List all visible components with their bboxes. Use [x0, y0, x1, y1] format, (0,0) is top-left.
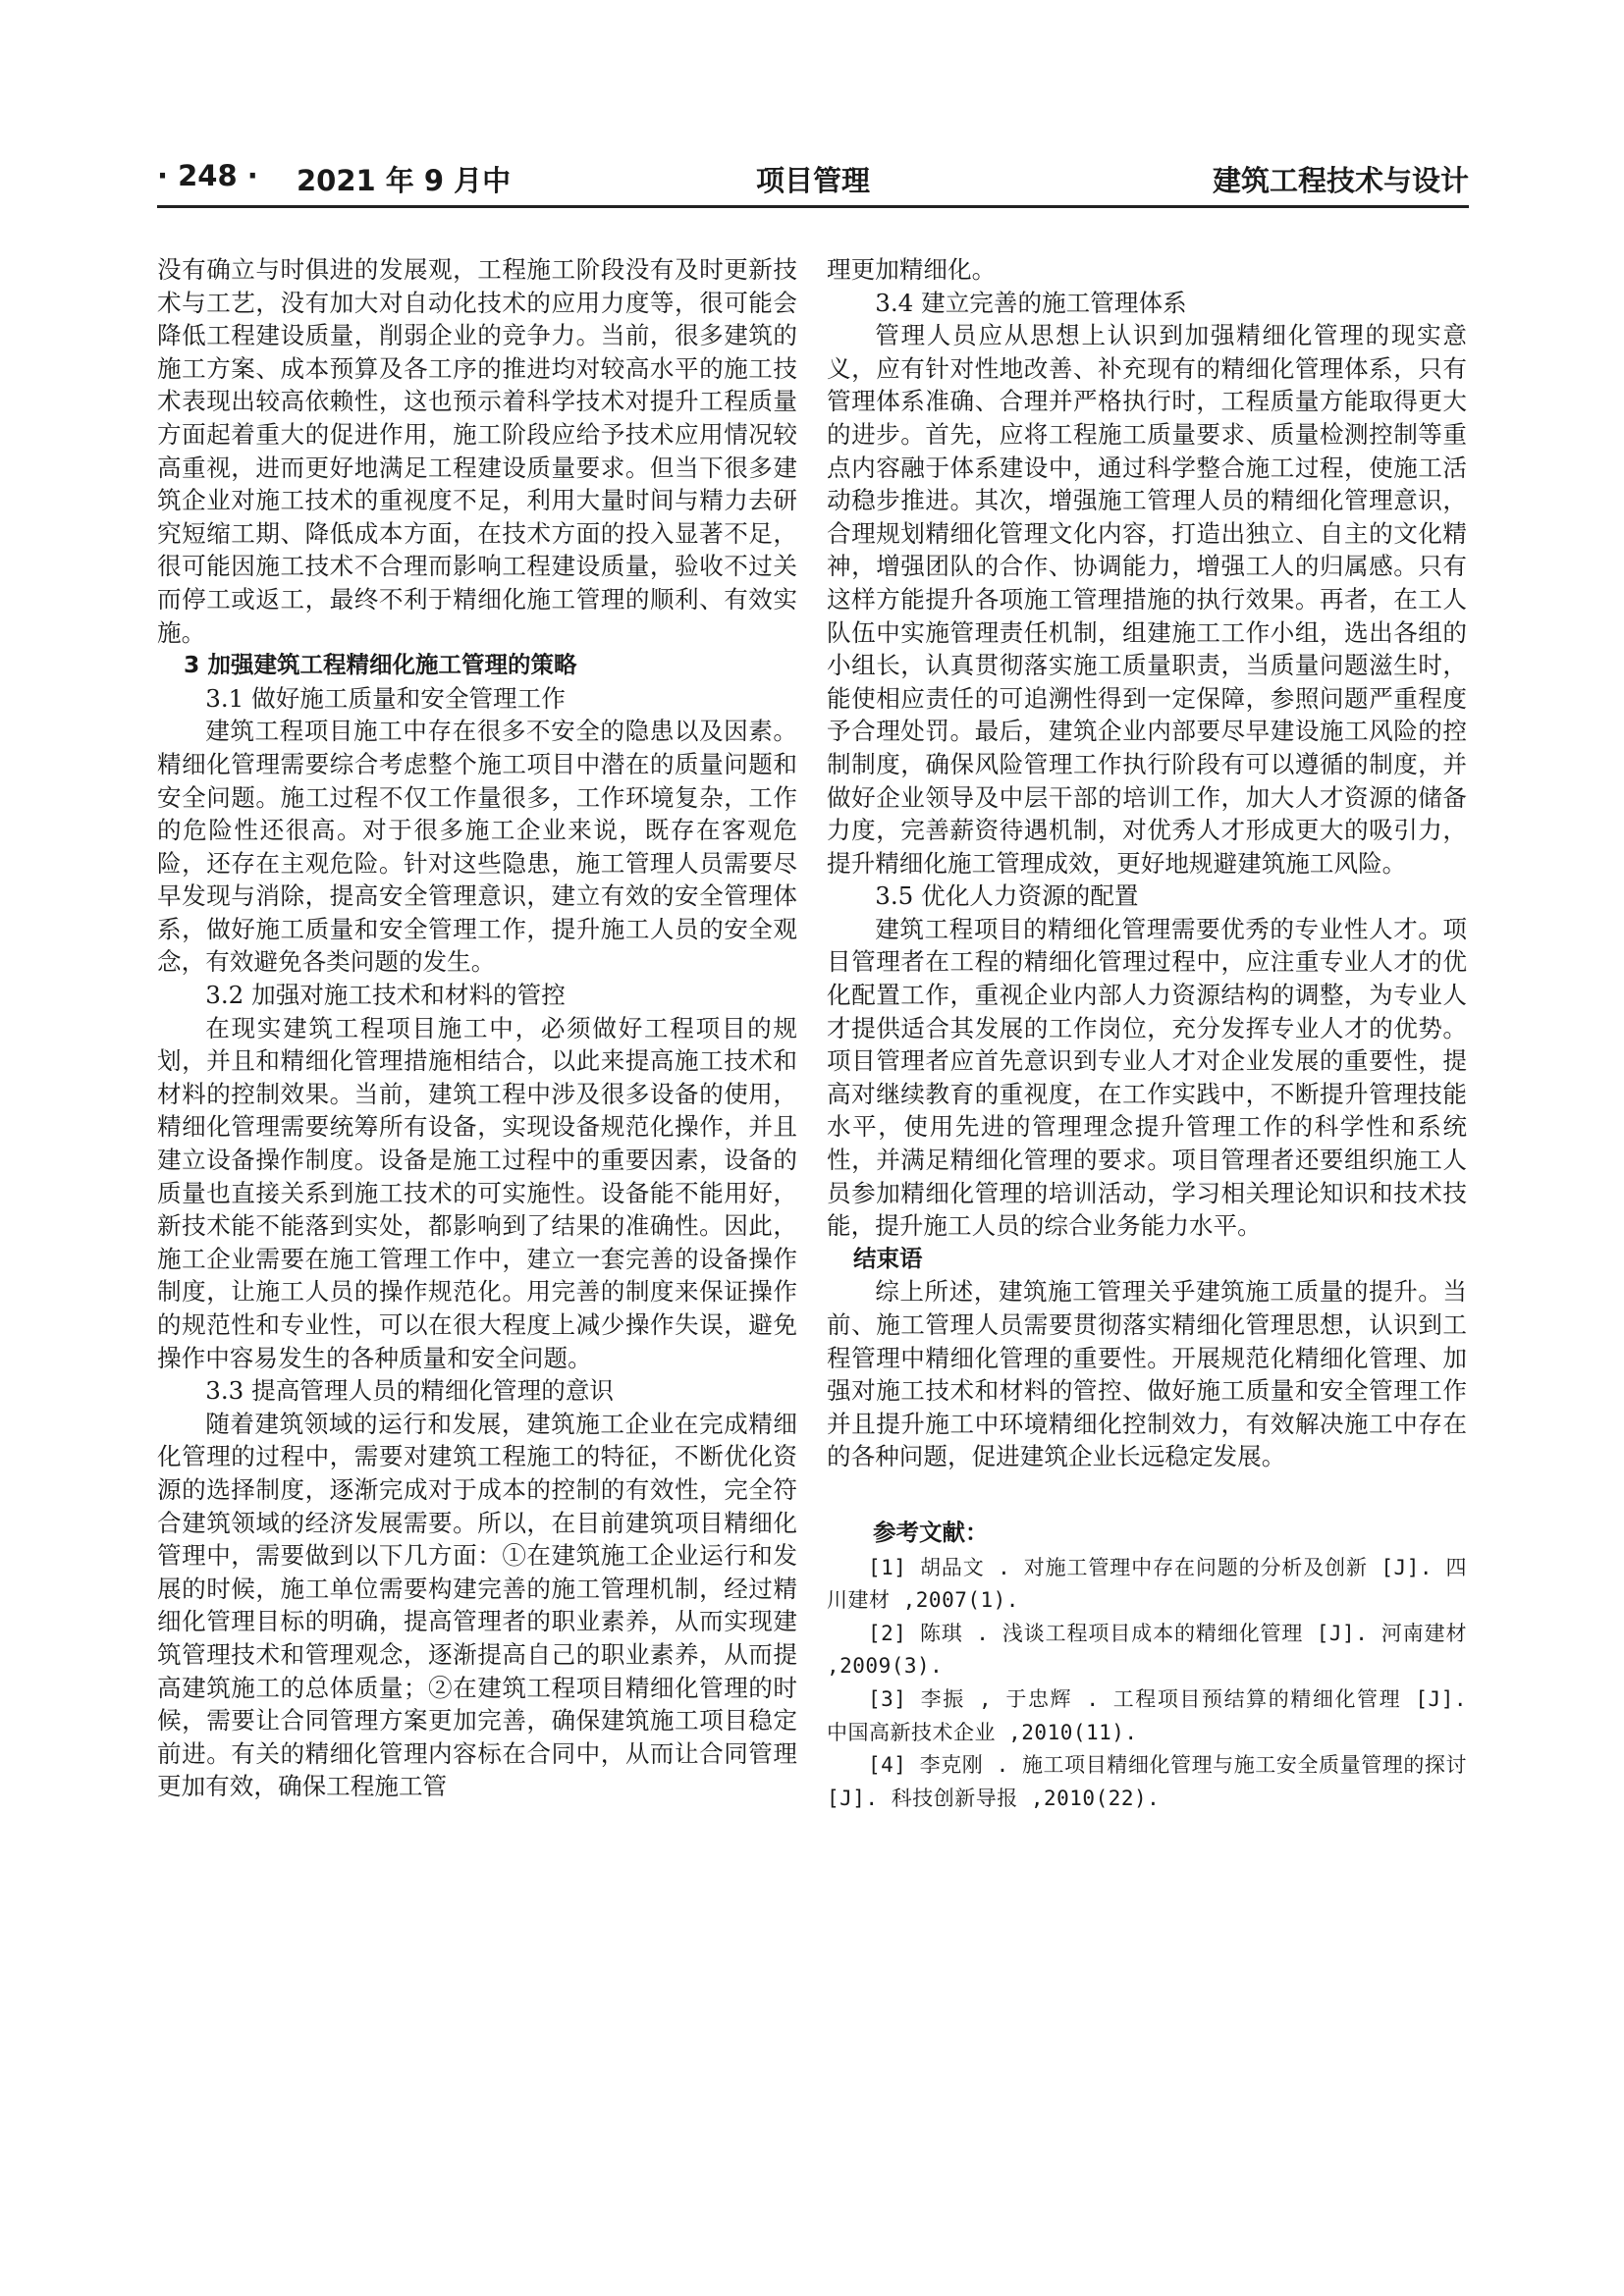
references-heading: 参考文献：	[873, 1518, 989, 1546]
right-column	[827, 253, 1467, 1815]
reference-item: [3] 李振 , 于忠辉 . 工程项目预结算的精细化管理 [J]. 中国高新技术企业 ,2010(11).	[827, 1686, 1467, 1744]
page-number: · 248 ·	[157, 159, 258, 192]
left-column	[157, 253, 797, 1803]
subsection-heading-3-2: 3.2 加强对施工技术和材料的管控	[205, 981, 566, 1010]
conclusion-paragraph: 综上所述，建筑施工管理关乎建筑施工质量的提升。当前、施工管理人员需要贯彻落实精细化管理思想，认识到工程管理中精细化管理的重要性。开展规范化精细化管理、加强对施工技术和材料的管控、做好施工质量和安全管理工作并且提升施工中环境精细化控制效力，有效解决施工中存在的各种问题，促进建筑企业长远稳定发展。	[827, 1277, 1467, 1471]
subsection-heading-3-3: 3.3 提高管理人员的精细化管理的意识	[205, 1376, 615, 1406]
reference-item: [1] 胡品文 . 对施工管理中存在问题的分析及创新 [J]. 四川建材 ,2007(1).	[827, 1555, 1467, 1613]
paragraph-3-3: 随着建筑领域的运行和发展，建筑施工企业在完成精细化管理的过程中，需要对建筑工程施工的特征，不断优化资源的选择制度，逐渐完成对于成本的控制的有效性，完全符合建筑领域的经济发展需要。所以，在目前建筑项目精细化管理中，需要做到以下几方面：①在建筑施工企业运行和发展的时候，施工单位需要构建完善的施工管理机制，经过精细化管理目标的明确，提高管理者的职业素养，从而实现建筑管理技术和管理观念，逐渐提高自己的职业素养，从而提高建筑施工的总体质量；②在建筑工程项目精细化管理的时候，需要让合同管理方案更加完善，确保建筑施工项目稳定前进。有关的精细化管理内容标在合同中，从而让合同管理更加有效，确保工程施工管	[157, 1409, 797, 1801]
column-title: 项目管理	[755, 164, 870, 197]
subsection-heading-3-4: 3.4 建立完善的施工管理体系	[875, 288, 1187, 317]
issue-date: 2021 年 9 月中	[297, 164, 512, 197]
section-heading-3: 3 加强建筑工程精细化施工管理的策略	[184, 651, 577, 679]
subsection-heading-3-5: 3.5 优化人力资源的配置	[875, 881, 1139, 911]
paragraph-continued: 没有确立与时俱进的发展观，工程施工阶段没有及时更新技术与工艺，没有加大对自动化技术的应用力度等，很可能会降低工程建设质量，削弱企业的竞争力。当前，很多建筑的施工方案、成本预算及各工序的推进均对较高水平的施工技术表现出较高依赖性，这也预示着科学技术对提升工程质量方面起着重大的促进作用，施工阶段应给予技术应用情况较高重视，进而更好地满足工程建设质量要求。但当下很多建筑企业对施工技术的重视度不足，利用大量时间与精力去研究短缩工期、降低成本方面，在技术方面的投入显著不足，很可能因施工技术不合理而影响工程建设质量，验收不过关而停工或返工，最终不利于精细化施工管理的顺利、有效实施。	[157, 255, 797, 647]
paragraph-3-1: 建筑工程项目施工中存在很多不安全的隐患以及因素。精细化管理需要综合考虑整个施工项目中潜在的质量问题和安全问题。施工过程不仅工作量很多，工作环境复杂，工作的危险性还很高。对于很多施工企业来说，既存在客观危险，还存在主观危险。针对这些隐患，施工管理人员需要尽早发现与消除，提高安全管理意识，建立有效的安全管理体系，做好施工质量和安全管理工作，提升施工人员的安全观念，有效避免各类问题的发生。	[157, 717, 797, 977]
page-header	[157, 157, 1469, 200]
reference-item: [2] 陈琪 . 浅谈工程项目成本的精细化管理 [J]. 河南建材 ,2009(3).	[827, 1621, 1467, 1679]
header-rule	[157, 205, 1469, 208]
paragraph-3-2: 在现实建筑工程项目施工中，必须做好工程项目的规划，并且和精细化管理措施相结合，以此来提高施工技术和材料的控制效果。当前，建筑工程中涉及很多设备的使用，精细化管理需要统筹所有设备，实现设备规范化操作，并且建立设备操作制度。设备是施工过程中的重要因素，设备的质量也直接关系到施工技术的可实施性。设备能不能用好，新技术能不能落到实处，都影响到了结果的准确性。因此，施工企业需要在施工管理工作中，建立一套完善的设备操作制度，让施工人员的操作规范化。用完善的制度来保证操作的规范性和专业性，可以在很大程度上减少操作失误，避免操作中容易发生的各种质量和安全问题。	[157, 1013, 797, 1372]
paragraph-continued-right: 理更加精细化。	[827, 255, 997, 284]
reference-item: [4] 李克刚 . 施工项目精细化管理与施工安全质量管理的探讨 [J]. 科技创新导报 ,2010(22).	[827, 1753, 1467, 1810]
subsection-heading-3-1: 3.1 做好施工质量和安全管理工作	[205, 683, 566, 713]
paragraph-3-4: 管理人员应从思想上认识到加强精细化管理的现实意义，应有针对性地改善、补充现有的精细化管理体系，只有管理体系准确、合理并严格执行时，工程质量方能取得更大的进步。首先，应将工程施工质量要求、质量检测控制等重点内容融于体系建设中，通过科学整合施工过程，使施工活动稳步推进。其次，增强施工管理人员的精细化管理意识，合理规划精细化管理文化内容，打造出独立、自主的文化精神，增强团队的合作、协调能力，增强工人的归属感。只有这样方能提升各项施工管理措施的执行效果。再者，在工人队伍中实施管理责任机制，组建施工工作小组，选出各组的小组长，认真贯彻落实施工质量职责，当质量问题滋生时，能使相应责任的可追溯性得到一定保障，参照问题严重程度予合理处罚。最后，建筑企业内部要尽早建设施工风险的控制制度，确保风险管理工作执行阶段有可以遵循的制度，并做好企业领导及中层干部的培训工作，加大人才资源的储备力度，完善薪资待遇机制，对优秀人才形成更大的吸引力，提升精细化施工管理成效，更好地规避建筑施工风险。	[827, 321, 1467, 878]
paragraph-3-5: 建筑工程项目的精细化管理需要优秀的专业性人才。项目管理者在工程的精细化管理过程中，应注重专业人才的优化配置工作，重视企业内部人力资源结构的调整，为专业人才提供适合其发展的工作岗位，充分发挥专业人才的优势。项目管理者应首先意识到专业人才对企业发展的重要性，提高对继续教育的重视度，在工作实践中，不断提升管理技能水平，使用先进的管理理念提升管理工作的科学性和系统性，并满足精细化管理的要求。项目管理者还要组织施工人员参加精细化管理的培训活动，学习相关理论知识和技术技能，提升施工人员的综合业务能力水平。	[827, 914, 1467, 1241]
journal-title: 建筑工程技术与设计	[1212, 164, 1469, 197]
conclusion-heading: 结束语	[853, 1244, 923, 1272]
